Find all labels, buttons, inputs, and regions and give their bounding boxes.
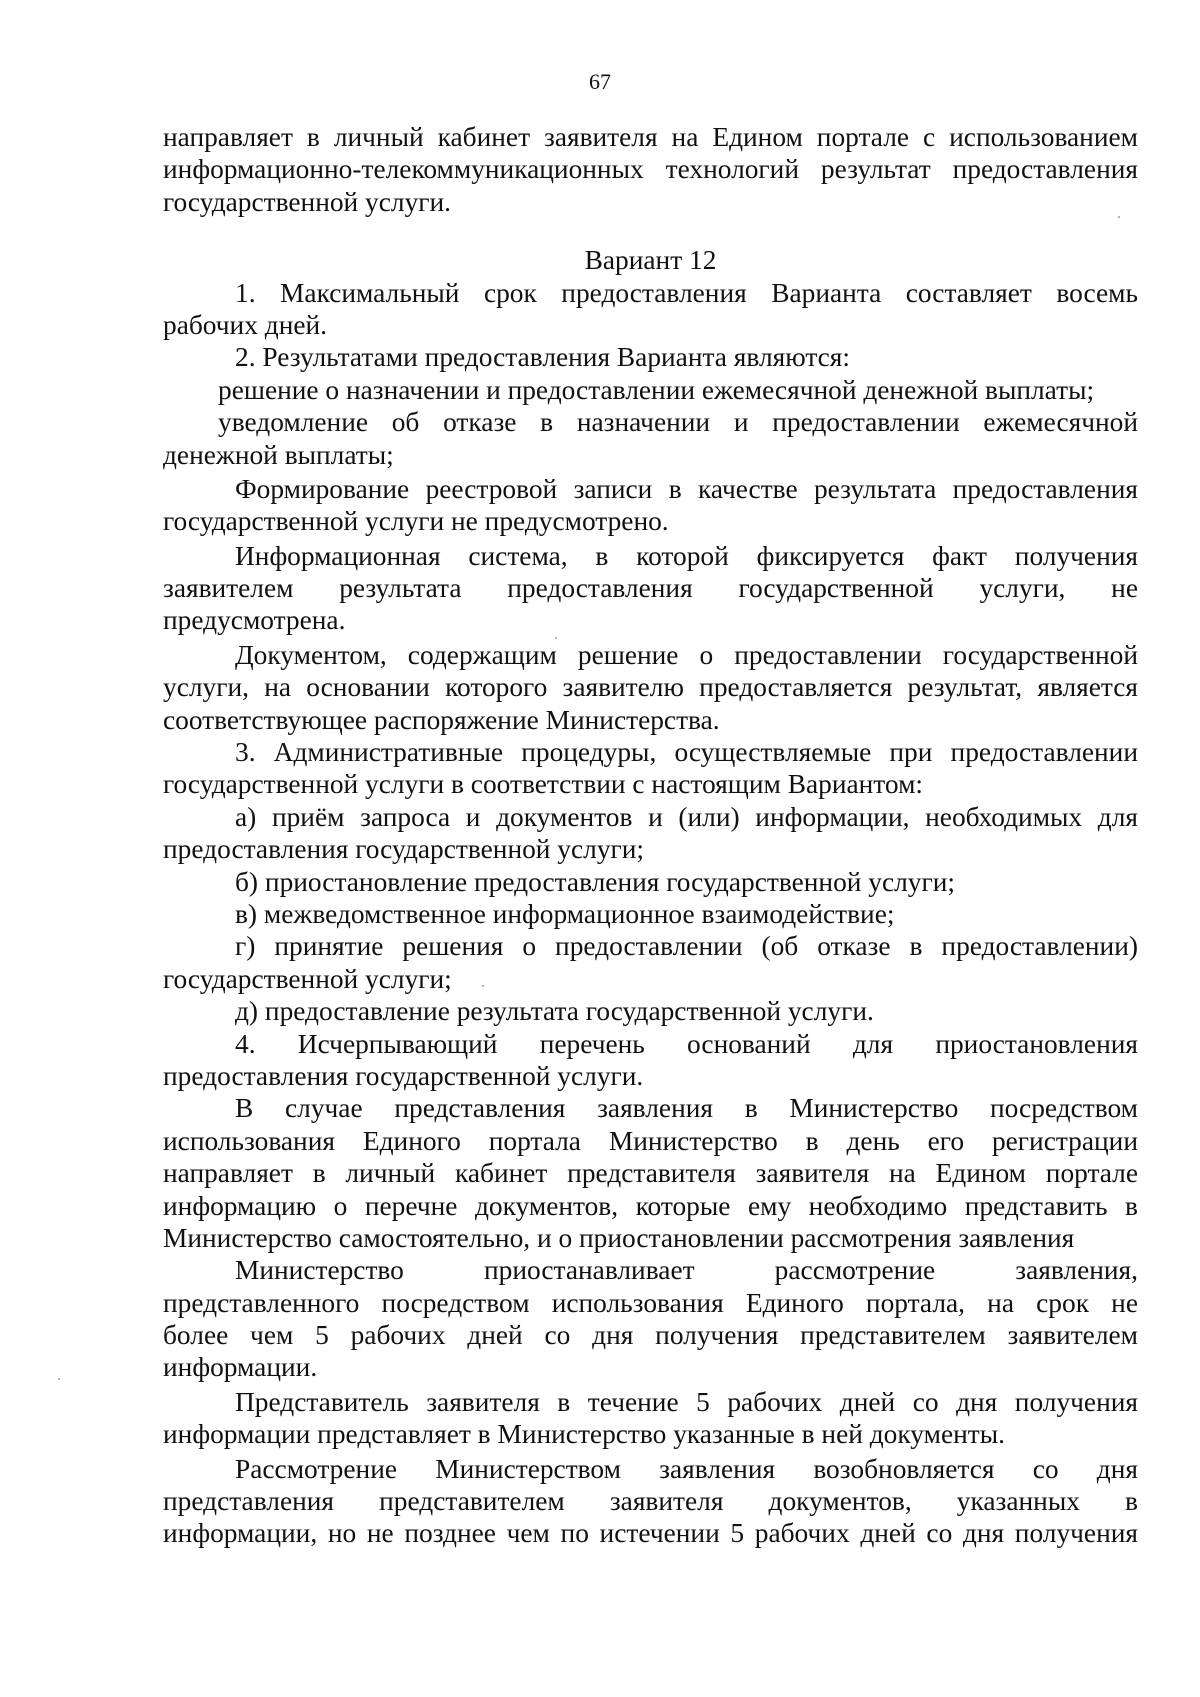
text-line: соответствующее распоряжение Министерства. [163, 704, 720, 735]
text-line: Рассмотрение Министерством заявления возобновляется со дня [235, 1453, 1138, 1484]
list-item: д) предоставление результата государственной услуги. [235, 996, 874, 1027]
text-line: уведомление об отказе в назначении и предоставлении ежемесячной [218, 407, 1138, 438]
text-line: денежной выплаты; [163, 439, 394, 470]
text-line: Министерство самостоятельно, и о приостановлении рассмотрения заявления [163, 1222, 1075, 1253]
section-heading: Вариант 12 [584, 245, 717, 276]
scan-speck [1118, 216, 1120, 218]
text-line: информации представляет в Министерство указанные в ней документы. [163, 1419, 1005, 1450]
document-body [163, 121, 1138, 1550]
text-line: более чем 5 рабочих дней со дня получения представителем заявителем [163, 1320, 1138, 1351]
list-item: б) приостановление предоставления государственной услуги; [235, 866, 956, 897]
text-line: представленного посредством использования Единого портала, на срок не [163, 1287, 1138, 1318]
text-line: 4. Исчерпывающий перечень оснований для приостановления [235, 1028, 1138, 1059]
text-line: информации. [163, 1352, 318, 1383]
text-line: предоставления государственной услуги. [163, 1060, 644, 1091]
text-line: В случае представления заявления в Министерство посредством [235, 1093, 1138, 1124]
text-line: государственной услуги; [163, 963, 452, 994]
text-line: направляет в личный кабинет заявителя на Едином портале с использованием [163, 122, 1138, 152]
list-item: а) приём запроса и документов и (или) информации, необходимых для [235, 801, 1138, 832]
text-line: информации, но не позднее чем по истечении 5 рабочих дней со дня получения [163, 1518, 1138, 1549]
text-line: Формирование реестровой записи в качестве результата предоставления [235, 473, 1138, 504]
text-line: 1. Максимальный срок предоставления Варианта составляет восемь [235, 277, 1138, 308]
text-line: информационно-телекоммуникационных технологий результат предоставления [163, 154, 1138, 185]
text-line: предусмотрена. [163, 605, 346, 636]
text-line: рабочих дней. [163, 309, 328, 340]
text-line: Представитель заявителя в течение 5 рабочих дней со дня получения [235, 1386, 1138, 1417]
list-item: в) межведомственное информационное взаимодействие; [235, 898, 895, 929]
text-line: представления представителем заявителя документов, указанных в [163, 1486, 1138, 1517]
text-line: государственной услуги не предусмотрено. [163, 506, 669, 537]
text-line: 2. Результатами предоставления Варианта являются: [235, 342, 851, 373]
text-line: государственной услуги. [163, 186, 452, 217]
text-line: 3. Административные процедуры, осуществляемые при предоставлении [235, 737, 1138, 768]
text-line: услуги, на основании которого заявителю предоставляется результат, является [163, 672, 1138, 703]
text-line: Документом, содержащим решение о предоставлении государственной [235, 639, 1138, 670]
page-number: 67 [589, 69, 611, 94]
text-line: использования Единого портала Министерство в день его регистрации [163, 1125, 1138, 1156]
scan-speck [555, 637, 557, 639]
text-line: информацию о перечне документов, которые ему необходимо представить в [163, 1190, 1138, 1221]
text-line: решение о назначении и предоставлении ежемесячной денежной выплаты; [218, 374, 1095, 405]
text-line: Министерство приостанавливает рассмотрение заявления, [235, 1255, 1138, 1286]
list-item: г) принятие решения о предоставлении (об отказе в предоставлении) [235, 931, 1138, 962]
text-line: заявителем результата предоставления государственной услуги, не [163, 573, 1138, 604]
text-line: государственной услуги в соответствии с настоящим Вариантом: [163, 769, 924, 800]
text-line: предоставления государственной услуги; [163, 834, 645, 865]
scan-speck [482, 985, 484, 987]
text-line: направляет в личный кабинет представителя заявителя на Едином портале [163, 1158, 1138, 1189]
text-line: Информационная система, в которой фиксируется факт получения [235, 540, 1138, 571]
scan-speck [58, 1378, 60, 1380]
